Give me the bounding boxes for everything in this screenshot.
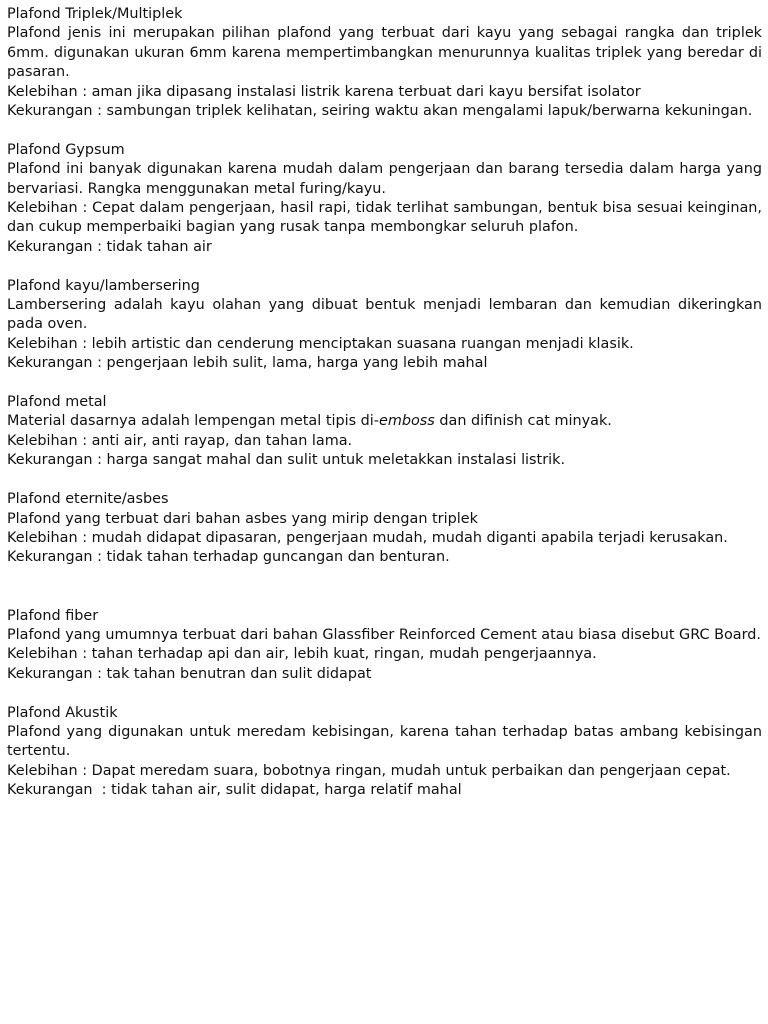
section-gypsum (7, 141, 762, 257)
section-disadvantages: Kekurangan : tidak tahan terhadap guncangan dan benturan. (7, 549, 450, 566)
section-title: Plafond Triplek/Multiplek (7, 6, 183, 22)
section-description: Lambersering adalah kayu olahan yang dibuat bentuk menjadi lembaran dan kemudian dikeringkan pada oven. (7, 297, 762, 333)
section-advantages: Kelebihan : Dapat meredam suara, bobotnya ringan, mudah untuk perbaikan dan pengerjaan cepat. (7, 762, 731, 779)
section-advantages: Kelebihan : anti air, anti rayap, dan tahan lama. (7, 432, 353, 449)
section-advantages: Kelebihan : Cepat dalam pengerjaan, hasil rapi, tidak terlihat sambungan, bentuk bisa sesuai keinginan, dan cukup memperbaiki bagian yang rusak tanpa membongkar seluruh plafon. (7, 200, 762, 236)
section-disadvantages: Kekurangan : pengerjaan lebih sulit, lama, harga yang lebih mahal (7, 355, 488, 372)
section-title: Plafond kayu/lambersering (7, 277, 200, 294)
section-advantages: Kelebihan : mudah didapat dipasaran, pengerjaan mudah, mudah diganti apabila terjadi kerusakan. (7, 529, 728, 546)
section-advantages: Kelebihan : lebih artistic dan cenderung menciptakan suasana ruangan menjadi klasik. (7, 335, 634, 352)
section-disadvantages: Kekurangan : tidak tahan air, sulit didapat, harga relatif mahal (7, 782, 462, 799)
section-akustik (7, 704, 762, 801)
section-advantages: Kelebihan : tahan terhadap api dan air, lebih kuat, ringan, mudah pengerjaannya. (7, 646, 597, 663)
section-disadvantages: Kekurangan : tidak tahan air (7, 238, 212, 255)
section-title: Plafond fiber (7, 607, 99, 624)
section-description: Plafond yang umumnya terbuat dari bahan Glassfiber Reinforced Cement atau biasa disebut GRC Board. (7, 626, 761, 643)
section-title: Plafond eternite/asbes (7, 491, 169, 508)
description-suffix: dan difinish cat minyak. (434, 413, 612, 430)
section-description: Plafond yang digunakan untuk meredam kebisingan, karena tahan terhadap batas ambang kebisingan tertentu. (7, 723, 762, 760)
section-kayu-lambersering (7, 277, 762, 374)
section-fiber (7, 607, 762, 685)
section-description: Plafond ini banyak digunakan karena mudah dalam pengerjaan dan barang tersedia dalam harga yang bervariasi. Rangka menggunakan metal furing/kayu. (7, 161, 762, 197)
section-disadvantages: Kekurangan : harga sangat mahal dan sulit untuk meletakkan instalasi listrik. (7, 452, 566, 469)
section-description: Plafond yang terbuat dari bahan asbes yang mirip dengan triplek (7, 510, 478, 527)
section-title: Plafond Akustik (7, 704, 118, 721)
section-description (7, 412, 762, 431)
description-emphasis: emboss (379, 413, 435, 430)
section-description: Plafond jenis ini merupakan pilihan plafond yang terbuat dari kayu yang sebagai rangka dan triplek 6mm. digunakan ukuran 6mm karena mempertimbangkan menurunnya kualitas triplek yang beredar di pasaran. (7, 25, 762, 81)
section-title: Plafond Gypsum (7, 141, 125, 158)
section-advantages: Kelebihan : aman jika dipasang instalasi listrik karena terbuat dari kayu bersifat isolator (7, 83, 641, 100)
section-disadvantages: Kekurangan : tak tahan benutran dan sulit didapat (7, 665, 372, 682)
section-eternite-asbes (7, 490, 762, 568)
section-metal (7, 393, 762, 471)
section-triplek (7, 5, 762, 121)
description-prefix: Material dasarnya adalah lempengan metal tipis di- (7, 413, 379, 430)
section-disadvantages: Kekurangan : sambungan triplek kelihatan, seiring waktu akan mengalami lapuk/berwarna kekuningan. (7, 103, 753, 120)
section-title: Plafond metal (7, 394, 107, 411)
